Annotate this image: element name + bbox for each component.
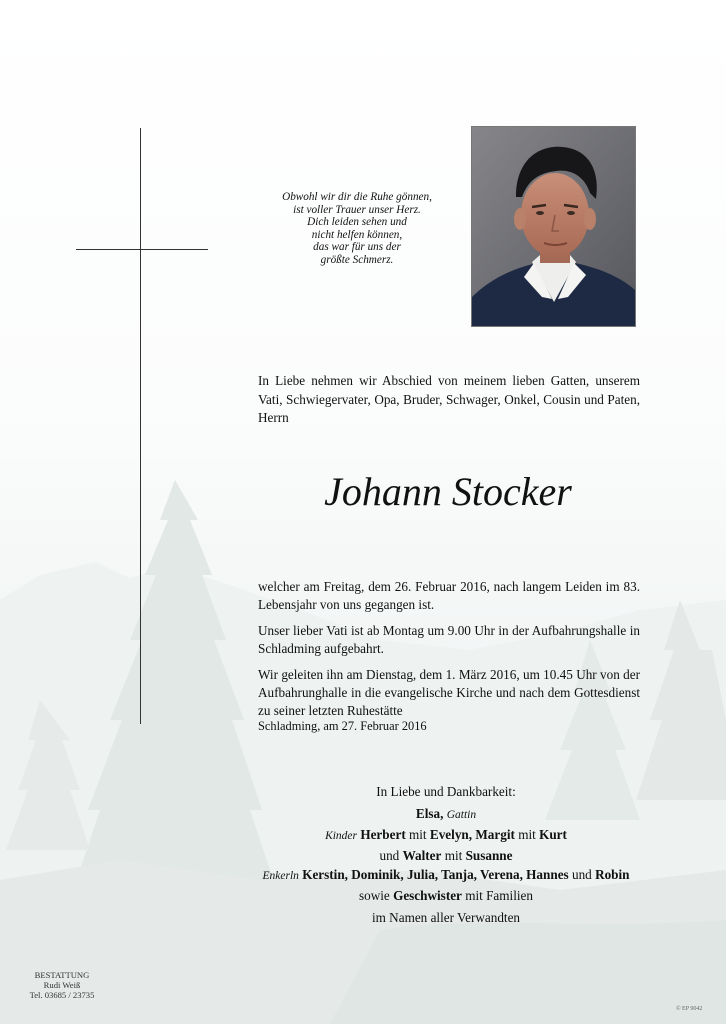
conjunction: mit	[409, 827, 427, 842]
portrait-photo	[471, 126, 636, 327]
child-name: Walter	[402, 848, 442, 863]
child-name: Margit	[475, 827, 515, 842]
children-row	[250, 825, 642, 846]
conjunction: mit	[444, 848, 463, 863]
poem-line: Dich leiden sehen und	[307, 216, 407, 229]
poem-line: größte Schmerz.	[320, 253, 394, 266]
intro-text: In Liebe nehmen wir Abschied von meinem lieben Gatten, unserem Vati, Schwiegervater, Opa, Bruder, Schwager, Onkel, Cousin und Paten, Herrn	[258, 373, 640, 426]
death-notice-paragraph: welcher am Freitag, dem 26. Februar 2016, nach langem Leiden im 83. Lebensjahr von uns gegangen ist.	[258, 579, 640, 613]
funeral-home-owner: Rudi Weiß	[43, 980, 81, 991]
siblings-suffix: mit Familien	[465, 888, 533, 903]
relatives-line: im Namen aller Verwandten	[371, 910, 521, 925]
print-code: © EP 9042	[676, 1006, 703, 1012]
child-partner: Evelyn,	[429, 827, 473, 842]
family-signature	[250, 782, 642, 927]
funeral-paragraph: Wir geleiten ihn am Dienstag, dem 1. März 2016, um 10.45 Uhr von der Aufbahrunghalle in die evangelische Kirche und nach dem Gottesdienst zu seiner letzten Ruhestätte	[258, 666, 640, 719]
child-name: Herbert	[360, 827, 406, 842]
children-row-2	[250, 846, 642, 865]
funeral-home-title: BESTATTUNG	[34, 970, 90, 980]
funeral-home-phone: Tel. 03685 / 23735	[29, 990, 95, 1001]
wife-role: Gattin	[446, 809, 477, 821]
siblings-prefix: sowie	[358, 888, 390, 903]
funeral-home-info	[22, 970, 102, 1001]
cross-horizontal-beam	[76, 249, 208, 250]
grandchildren-row	[250, 865, 642, 886]
conjunction: und	[571, 867, 592, 882]
siblings-label: Geschwister	[393, 888, 462, 903]
poem-line: Obwohl wir dir die Ruhe gönnen,	[282, 191, 432, 203]
cross-vertical-beam	[140, 128, 141, 724]
grandchildren-label: Enkerln	[262, 870, 299, 882]
conjunction: mit	[518, 827, 536, 842]
deceased-name: Johann Stocker	[324, 469, 572, 514]
poem-line: das war für uns der	[313, 241, 401, 254]
poem-line: nicht helfen können,	[311, 228, 403, 241]
child-partner: Susanne	[465, 848, 513, 863]
family-heading: In Liebe und Dankbarkeit:	[376, 784, 516, 799]
memorial-poem	[262, 191, 452, 267]
wife-row	[250, 804, 642, 825]
obituary-details	[258, 578, 640, 728]
siblings-row	[250, 886, 642, 905]
grandchild-name: Robin	[595, 867, 630, 882]
viewing-paragraph: Unser lieber Vati ist ab Montag um 9.00 Uhr in der Aufbahrungshalle in Schladming aufgebahrt.	[258, 622, 640, 657]
wife-name: Elsa,	[415, 806, 444, 821]
grandchildren-names: Kerstin, Dominik, Julia, Tanja, Verena, Hannes	[302, 867, 569, 882]
child-partner: Kurt	[539, 827, 567, 842]
poem-line: ist voller Trauer unser Herz.	[293, 203, 421, 216]
children-label: Kinder	[325, 830, 358, 842]
conjunction: und	[379, 848, 400, 863]
place-and-date: Schladming, am 27. Februar 2016	[258, 719, 427, 733]
